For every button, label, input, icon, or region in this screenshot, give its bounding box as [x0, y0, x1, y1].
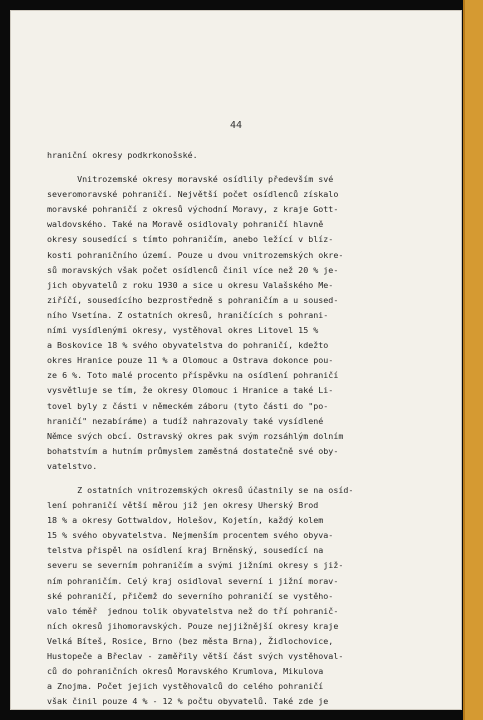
body-text — [47, 148, 447, 709]
text-line: kosti pohraničního území. Pouze u dvou vnitrozemských okre- — [47, 249, 344, 260]
text-line: ního Vsetína. Z ostatních okresů, hraničících s pohrani- — [47, 309, 329, 320]
text-line: vysvětluje se tím, že okresy Olomouc i Hranice a také Li- — [47, 385, 334, 396]
text-line: Velká Bíteš, Rosice, Brno (bez města Brna), Židlochovice, — [47, 635, 334, 646]
text-line: bohatstvím a hutním průmyslem zaměstná dostatečně své oby- — [47, 445, 339, 456]
text-line: hraničí" nezabíráme) a tudíž nahrazovaly také vysídlené — [47, 415, 324, 426]
text-line: ců do pohraničních okresů Moravského Krumlova, Mikulova — [47, 666, 324, 677]
text-line: waldovského. Také na Moravě osidlovaly pohraničí hlavně — [47, 219, 324, 230]
text-line: okresy sousedící s tímto pohraničím, anebo ležící v blíz- — [47, 234, 334, 245]
text-line: Němce svých obcí. Ostravský okres pak svým rozsáhlým dolním — [47, 430, 344, 441]
text-line: telstva přispěl na osídlení kraj Brněnský, sousedící na — [47, 545, 324, 556]
text-line: 18 % a okresy Gottwaldov, Holešov, Kojetín, každý kolem — [47, 515, 324, 526]
text-line: ními vysídlenými okresy, vystěhoval okres Litovel 15 % — [47, 325, 319, 336]
text-line: ské pohraničí, přičemž do severního pohraničí se vystěho- — [47, 590, 334, 601]
text-line: jich obyvatelů z roku 1930 a sice u okresu Valašského Me- — [47, 279, 334, 290]
text-line: Hustopeče a Břeclav - zaměřily větší část svých vystěhoval- — [47, 651, 344, 661]
text-line: hraniční okresy podkrkonošské. — [47, 150, 198, 160]
page-number: 44 — [229, 120, 243, 131]
document-page — [10, 10, 462, 710]
text-line: a Boskovice 18 % svého obyvatelstva do pohraničí, kdežto — [47, 340, 329, 351]
text-line: vatelstvo. — [47, 460, 98, 471]
text-line: však činil pouze 4 % - 12 % počtu obyvatelů. Také zde je — [47, 696, 329, 707]
text-line: lení pohraničí větší měrou již jen okresy Uherský Brod — [47, 500, 319, 511]
text-line: moravské pohraničí z okresů východní Moravy, z kraje Gott- — [47, 204, 339, 215]
text-line: Z ostatních vnitrozemských okresů účastnily se na osíd- — [47, 484, 354, 495]
paragraph — [47, 148, 447, 163]
paragraph-gap — [47, 474, 447, 483]
text-line: severomoravské pohraničí. Největší počet osídlenců získalo — [47, 189, 339, 200]
text-line: ním pohraničím. Celý kraj osidloval severní i jižní morav- — [47, 575, 339, 586]
text-line: 15 % svého obyvatelstva. Nejmenším procentem svého obyva- — [47, 530, 334, 541]
text-line: severu se severním pohraničím a svými jižními okresy s již- — [47, 560, 344, 571]
text-line: a Znojma. Počet jejich vystěhovalců do celého pohraničí — [47, 681, 324, 692]
paragraph — [47, 483, 447, 709]
text-line: valo téměř jednou tolik obyvatelstva než do tří pohranič- — [47, 605, 339, 616]
book-binding-edge — [463, 0, 483, 720]
paragraph — [47, 172, 447, 474]
paragraph-gap — [47, 163, 447, 172]
text-line: Vnitrozemské okresy moravské osídlily především své — [47, 174, 334, 185]
text-line: okres Hranice pouze 11 % a Olomouc a Ostrava dokonce pou- — [47, 355, 334, 366]
text-line: ze 6 %. Toto malé procento příspěvku na osídlení pohraničí — [47, 370, 339, 381]
text-line: tovel byly z části v německém záboru (tyto části do "po- — [47, 400, 329, 411]
text-line: sů moravských však počet osídlenců činil více než 20 % je- — [47, 264, 339, 275]
text-line: ních okresů jihomoravských. Pouze nejjižnější okresy kraje — [47, 620, 339, 631]
text-line: ziříčí, sousedícího bezprostředně s pohraničím a u soused- — [47, 294, 339, 305]
